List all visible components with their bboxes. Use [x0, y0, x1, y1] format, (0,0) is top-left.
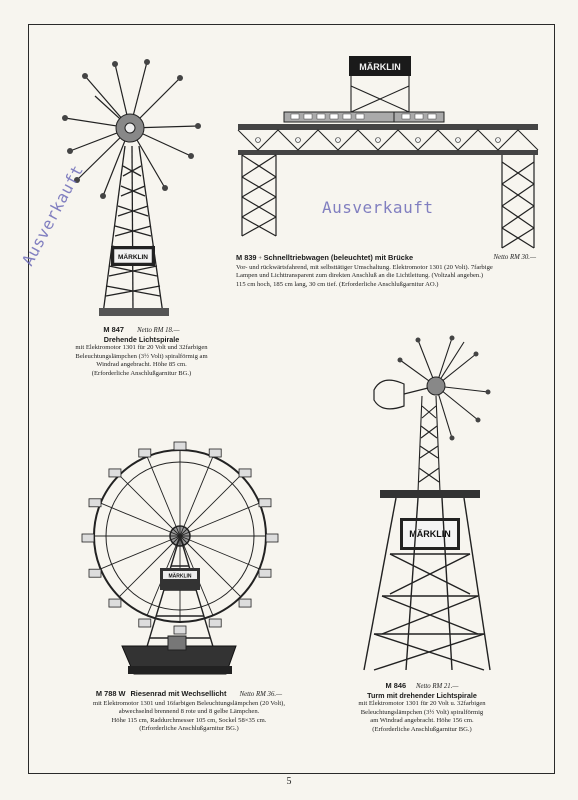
light-spiral-tower-illustration — [55, 56, 205, 324]
item-price: Netto RM 18.— — [137, 327, 180, 334]
description-line: 115 cm hoch, 185 cm lang, 30 cm tief. (Erforderliche Anschlußgarnitur AO.) — [236, 280, 439, 288]
wheel-brand-sign: MÄRKLIN — [168, 573, 192, 580]
description-line: abwechselnd brennend 8 rote und 8 gelbe Lämpchen. — [118, 708, 260, 716]
railcar-bridge-illustration — [236, 52, 542, 254]
description-line: (Erforderliche Anschlußgarnitur BG.) — [91, 369, 192, 377]
gondola — [82, 534, 94, 542]
gondola — [239, 469, 251, 477]
gondola — [266, 534, 278, 542]
gondola — [139, 449, 151, 457]
wheel-spoke — [180, 475, 241, 536]
gondola — [209, 619, 221, 627]
item-price: Netto RM 21.— — [415, 683, 459, 690]
caption-m788w — [64, 690, 314, 734]
item-title: Riesenrad mit Wechsellicht — [130, 689, 227, 698]
item-price: Netto RM 30.— — [493, 254, 536, 261]
item-code: M 839 — [236, 253, 257, 262]
item-title: Schnelltriebwagen (beleuchtet) mit Brücke — [263, 253, 414, 262]
item-price: Netto RM 36.— — [239, 691, 283, 698]
item-code: M 847 — [103, 325, 124, 334]
gondola — [89, 499, 101, 507]
gondola — [209, 449, 221, 457]
gondola — [259, 569, 271, 577]
gondola — [139, 619, 151, 627]
gondola — [174, 626, 186, 634]
item-title: Drehende Lichtspirale — [103, 334, 180, 344]
page-number: 5 — [286, 776, 292, 787]
gondola — [109, 469, 121, 477]
wheel-spoke — [119, 475, 180, 536]
plus-mark: + — [258, 255, 262, 262]
description-line: mit Elektromotor 1301 für 20 Volt und 32farbigen — [75, 344, 208, 352]
gondola — [89, 569, 101, 577]
description-line: Windrad angebracht. Höhe 85 cm. — [96, 361, 187, 369]
gondola — [174, 442, 186, 450]
description-line: mit Elektromotor 1301 und 16farbigen Beleuchtungslämpchen (20 Volt), — [92, 699, 286, 707]
gondola — [109, 599, 121, 607]
caption-m839 — [236, 254, 536, 289]
caption-m846 — [338, 682, 506, 735]
item-title: Turm mit drehender Lichtspirale — [367, 690, 477, 700]
tower-brand-sign: MÄRKLIN — [118, 254, 148, 261]
description-line: Vor- und rückwärtsfahrend, mit selbsttätiger Umschaltung. Elektromotor 1301 (20 Volt). 7farbige — [236, 263, 493, 271]
description-line: (Erforderliche Anschlußgarnitur BG.) — [372, 725, 472, 733]
tall-tower-brand-sign: MÄRKLIN — [409, 529, 451, 539]
gondola — [239, 599, 251, 607]
sold-out-stamp: Ausverkauft — [18, 161, 88, 269]
caption-m847 — [54, 326, 229, 379]
description-line: am Windrad angebracht. Höhe 156 cm. — [370, 717, 474, 725]
description-line: (Erforderliche Anschlußgarnitur BG.) — [139, 725, 239, 733]
item-code: M 788 W — [95, 689, 126, 698]
description-line: mit Elektromotor 1301 für 20 Volt u. 32farbigen — [358, 700, 486, 708]
ferris-wheel-illustration — [76, 440, 288, 684]
description-line: Höhe 115 cm, Raddurchmesser 105 cm, Sockel 58×35 cm. — [111, 716, 267, 724]
description-line: Beleuchtungslämpchen (3½ Volt) spiralförmig am — [75, 352, 208, 360]
bridge-brand-sign: MÄRKLIN — [359, 62, 401, 72]
sold-out-stamp: Ausverkauft — [322, 198, 434, 217]
gondola — [259, 499, 271, 507]
description-line: Lampen und Lichttransparent zum direkten Anschluß an die Lichtleitung. (Voltzahl angeben.) — [236, 272, 484, 280]
description-line: Beleuchtungslämpchen (3½ Volt) spiralförmig — [360, 708, 484, 716]
tall-tower-illustration — [356, 334, 496, 676]
item-code: M 846 — [385, 681, 407, 690]
